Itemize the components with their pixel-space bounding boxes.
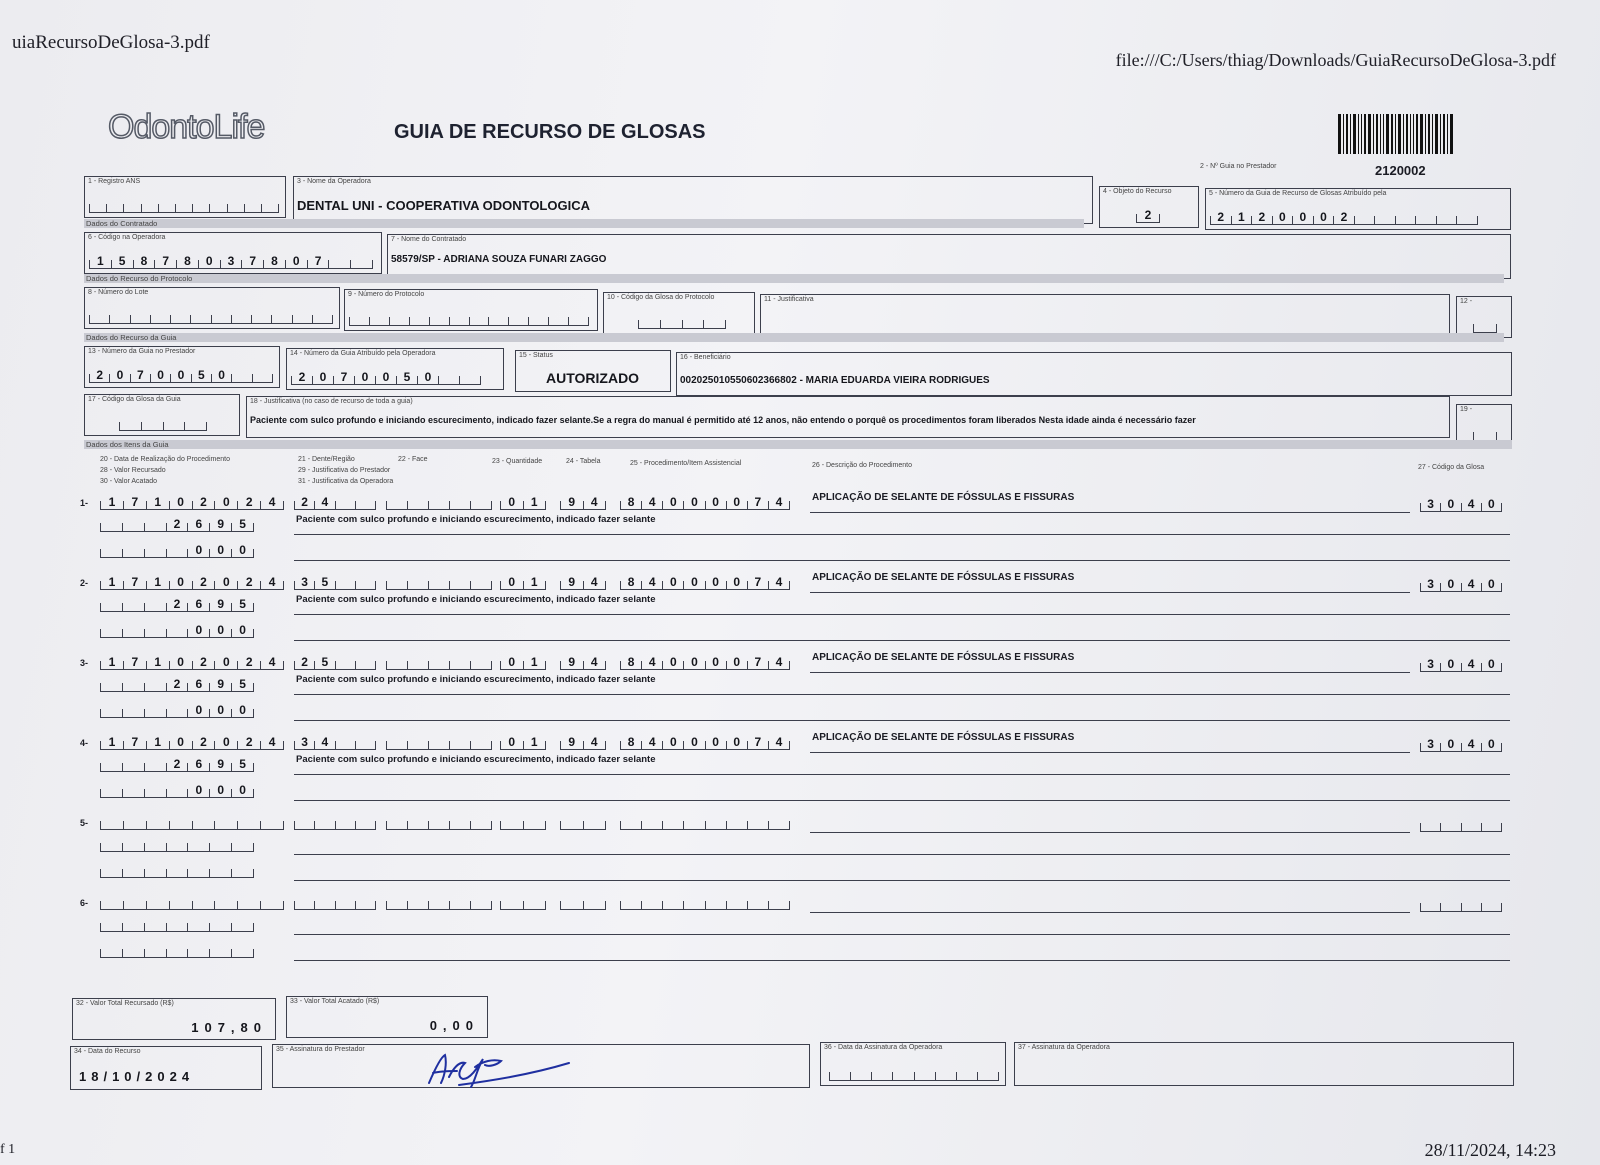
item-number: 2- bbox=[80, 578, 89, 588]
barcode-icon bbox=[1338, 114, 1462, 154]
nome-operadora-box bbox=[293, 176, 1093, 224]
item-procedimento: 8 4 0 0 0 0 7 4 bbox=[620, 572, 790, 590]
item-data-realizacao bbox=[100, 892, 284, 910]
item-descricao-line bbox=[810, 912, 1410, 913]
nome-contratado-value: 58579/SP - ADRIANA SOUZA FUNARI ZAGGO bbox=[391, 254, 607, 265]
item-quantidade bbox=[500, 812, 546, 830]
numero-guia-operadora-cells: 2 0 7 0 0 5 0 bbox=[291, 367, 481, 385]
section-itens-guia: Dados dos Itens da Guia bbox=[84, 440, 1512, 449]
data-assinatura-operadora-cells bbox=[829, 1063, 999, 1081]
data-assinatura-operadora-label: 36 - Data da Assinatura da Operadora bbox=[824, 1044, 943, 1051]
item-data-realizacao bbox=[100, 812, 284, 830]
assinatura-prestador-box bbox=[272, 1044, 810, 1088]
field-12-label: 12 - bbox=[1460, 298, 1473, 305]
item-face bbox=[386, 812, 492, 830]
item-number: 3- bbox=[80, 658, 89, 668]
nome-operadora-label: 3 - Nome da Operadora bbox=[297, 178, 371, 185]
item-descricao-line bbox=[810, 832, 1410, 833]
item-valor-recursado: 2 6 9 5 bbox=[100, 674, 254, 692]
item-face bbox=[386, 492, 492, 510]
item-tabela: 9 4 bbox=[560, 652, 606, 670]
item-dente-regiao: 3 4 bbox=[294, 732, 376, 750]
item-justificativa-operadora-line bbox=[294, 720, 1510, 721]
numero-lote-label: 8 - Número do Lote bbox=[88, 289, 149, 296]
item-number: 1- bbox=[80, 498, 89, 508]
item-justificativa-line bbox=[294, 774, 1510, 775]
valor-total-recursado-label: 32 - Valor Total Recursado (R$) bbox=[76, 1000, 174, 1007]
assinatura-operadora-label: 37 - Assinatura da Operadora bbox=[1018, 1044, 1110, 1051]
col-header-21: 21 - Dente/Região bbox=[298, 456, 355, 463]
item-procedimento: 8 4 0 0 0 0 7 4 bbox=[620, 732, 790, 750]
item-valor-acatado: 0 0 0 bbox=[100, 700, 254, 718]
numero-guia-prestador-box bbox=[84, 346, 280, 388]
codigo-operadora-label: 6 - Código na Operadora bbox=[88, 234, 166, 241]
registro-ans-label: 1 - Registro ANS bbox=[88, 178, 141, 185]
col-header-30: 30 - Valor Acatado bbox=[100, 478, 158, 485]
item-number: 4- bbox=[80, 738, 89, 748]
item-justificativa-line bbox=[294, 934, 1510, 935]
item-valor-acatado bbox=[100, 860, 254, 878]
objeto-recurso-cells: 2 bbox=[1136, 205, 1160, 223]
pdf-file-title: uiaRecursoDeGlosa-3.pdf bbox=[12, 32, 210, 53]
item-justificativa-prestador: Paciente com sulco profundo e iniciando escurecimento, indicado fazer selante bbox=[296, 514, 656, 525]
item-justificativa-prestador: Paciente com sulco profundo e iniciando escurecimento, indicado fazer selante bbox=[296, 594, 656, 605]
item-codigo-glosa: 3 0 4 0 bbox=[1420, 654, 1502, 672]
item-justificativa-operadora-line bbox=[294, 960, 1510, 961]
col-header-23: 23 - Quantidade bbox=[492, 458, 543, 465]
item-data-realizacao: 1 7 1 0 2 0 2 4 bbox=[100, 732, 284, 750]
item-valor-recursado bbox=[100, 914, 254, 932]
item-justificativa-line bbox=[294, 614, 1510, 615]
col-header-29: 29 - Justificativa do Prestador bbox=[298, 467, 391, 474]
item-number: 5- bbox=[80, 818, 89, 828]
item-justificativa-operadora-line bbox=[294, 640, 1510, 641]
item-quantidade: 0 1 bbox=[500, 572, 546, 590]
data-recurso-label: 34 - Data do Recurso bbox=[74, 1048, 141, 1055]
numero-guia-recurso-label: 5 - Número da Guia de Recurso de Glosas Atribuído pela bbox=[1209, 190, 1387, 197]
item-codigo-glosa bbox=[1420, 894, 1502, 912]
objeto-recurso-label: 4 - Objeto do Recurso bbox=[1103, 188, 1172, 195]
col-header-20: 20 - Data de Realização do Procedimento bbox=[100, 456, 230, 463]
item-justificativa-operadora-line bbox=[294, 800, 1510, 801]
page-footer-timestamp: 28/11/2024, 14:23 bbox=[1424, 1140, 1556, 1160]
item-codigo-glosa bbox=[1420, 814, 1502, 832]
item-procedimento bbox=[620, 892, 790, 910]
item-procedimento: 8 4 0 0 0 0 7 4 bbox=[620, 652, 790, 670]
field-12-cells bbox=[1473, 315, 1497, 333]
col-header-31: 31 - Justificativa da Operadora bbox=[298, 478, 394, 485]
valor-total-acatado-box bbox=[286, 996, 488, 1038]
codigo-operadora-box bbox=[84, 232, 382, 274]
beneficiario-label: 16 - Beneficiário bbox=[680, 354, 731, 361]
item-descricao-line bbox=[810, 672, 1410, 673]
numero-protocolo-cells bbox=[349, 308, 589, 326]
assinatura-prestador-label: 35 - Assinatura do Prestador bbox=[276, 1046, 365, 1053]
nome-contratado-label: 7 - Nome do Contratado bbox=[391, 236, 467, 243]
codigo-glosa-protocolo-box bbox=[603, 292, 755, 334]
item-number: 6- bbox=[80, 898, 89, 908]
codigo-operadora-cells: 1 5 8 7 8 0 3 7 8 0 7 bbox=[89, 251, 373, 269]
data-recurso-box bbox=[70, 1046, 262, 1090]
item-dente-regiao bbox=[294, 892, 376, 910]
field-12-box bbox=[1456, 296, 1512, 338]
data-assinatura-operadora-box bbox=[820, 1042, 1006, 1086]
codigo-glosa-guia-box bbox=[84, 394, 240, 436]
item-codigo-glosa: 3 0 4 0 bbox=[1420, 734, 1502, 752]
section-recurso-guia: Dados do Recurso da Guia bbox=[84, 333, 1504, 342]
item-face bbox=[386, 892, 492, 910]
item-justificativa-operadora-line bbox=[294, 880, 1510, 881]
item-descricao: APLICAÇÃO DE SELANTE DE FÓSSULAS E FISSURAS bbox=[812, 732, 1075, 743]
item-codigo-glosa: 3 0 4 0 bbox=[1420, 574, 1502, 592]
item-descricao: APLICAÇÃO DE SELANTE DE FÓSSULAS E FISSURAS bbox=[812, 652, 1075, 663]
nome-contratado-box bbox=[387, 234, 1511, 279]
item-descricao-line bbox=[810, 752, 1410, 753]
registro-ans-cells bbox=[89, 195, 279, 213]
field-19-cells bbox=[1473, 423, 1497, 441]
item-descricao-line bbox=[810, 512, 1410, 513]
item-justificativa-prestador: Paciente com sulco profundo e iniciando escurecimento, indicado fazer selante bbox=[296, 754, 656, 765]
field-19-label: 19 - bbox=[1460, 406, 1473, 413]
item-tabela: 9 4 bbox=[560, 732, 606, 750]
registro-ans-box bbox=[84, 176, 286, 218]
item-valor-acatado: 0 0 0 bbox=[100, 540, 254, 558]
numero-protocolo-box bbox=[344, 289, 598, 331]
item-valor-acatado: 0 0 0 bbox=[100, 620, 254, 638]
justificativa-guia-box bbox=[246, 396, 1450, 438]
numero-protocolo-label: 9 - Número do Protocolo bbox=[348, 291, 425, 298]
item-tabela bbox=[560, 812, 606, 830]
signature-drawing bbox=[419, 1049, 579, 1091]
numero-guia-operadora-label: 14 - Número da Guia Atribuído pela Operadora bbox=[290, 350, 436, 357]
item-descricao: APLICAÇÃO DE SELANTE DE FÓSSULAS E FISSURAS bbox=[812, 492, 1075, 503]
col-header-27: 27 - Código da Glosa bbox=[1418, 464, 1485, 471]
form-title: GUIA DE RECURSO DE GLOSAS bbox=[394, 121, 706, 143]
item-justificativa-operadora-line bbox=[294, 560, 1510, 561]
beneficiario-box bbox=[676, 352, 1512, 396]
objeto-recurso-box bbox=[1099, 186, 1199, 228]
odontolife-logo: OdontoLife bbox=[108, 108, 265, 146]
valor-total-recursado-box bbox=[72, 998, 276, 1040]
beneficiario-value: 00202501055060236680​2 - MARIA EDUARDA VIEIRA RODRIGUES bbox=[680, 375, 990, 386]
section-dados-contratado: Dados do Contratado bbox=[84, 219, 1084, 228]
item-dente-regiao: 3 5 bbox=[294, 572, 376, 590]
item-dente-regiao: 2 4 bbox=[294, 492, 376, 510]
item-valor-acatado bbox=[100, 940, 254, 958]
guia-prestador-label: 2 - Nº Guia no Prestador bbox=[1200, 163, 1277, 170]
item-face bbox=[386, 652, 492, 670]
item-valor-recursado: 2 6 9 5 bbox=[100, 514, 254, 532]
item-descricao-line bbox=[810, 592, 1410, 593]
item-tabela: 9 4 bbox=[560, 492, 606, 510]
valor-total-acatado-value: 0,00 bbox=[429, 1018, 479, 1033]
justificativa-guia-label: 18 - Justificativa (no caso de recurso de toda a guia) bbox=[250, 398, 413, 405]
status-label: 15 - Status bbox=[519, 352, 553, 359]
numero-guia-recurso-box bbox=[1205, 188, 1511, 230]
item-descricao: APLICAÇÃO DE SELANTE DE FÓSSULAS E FISSURAS bbox=[812, 572, 1075, 583]
data-recurso-value: 18/10/2024 bbox=[79, 1069, 195, 1084]
item-face bbox=[386, 732, 492, 750]
item-valor-acatado: 0 0 0 bbox=[100, 780, 254, 798]
status-box bbox=[515, 350, 671, 392]
assinatura-operadora-box bbox=[1014, 1042, 1514, 1086]
status-value: AUTORIZADO bbox=[546, 370, 640, 386]
numero-lote-cells bbox=[89, 306, 333, 324]
page-footer-left: f 1 bbox=[0, 1142, 16, 1157]
item-justificativa-prestador: Paciente com sulco profundo e iniciando escurecimento, indicado fazer selante bbox=[296, 674, 656, 685]
item-quantidade: 0 1 bbox=[500, 652, 546, 670]
numero-guia-prestador-cells: 2 0 7 0 0 5 0 bbox=[89, 365, 273, 383]
col-header-28: 28 - Valor Recursado bbox=[100, 467, 166, 474]
justificativa-guia-value: Paciente com sulco profundo e iniciando escurecimento, indicado fazer selante.Se a regra do manual é permitido até 12 anos, não entendo o porquê os procedimentos foram liberados Nesta idade ainda é necessário fazer bbox=[250, 415, 1196, 425]
item-valor-recursado: 2 6 9 5 bbox=[100, 594, 254, 612]
valor-total-acatado-label: 33 - Valor Total Acatado (R$) bbox=[290, 998, 380, 1005]
codigo-glosa-guia-cells bbox=[119, 413, 207, 431]
codigo-glosa-protocolo-cells bbox=[638, 311, 726, 329]
item-tabela: 9 4 bbox=[560, 572, 606, 590]
numero-guia-operadora-box bbox=[286, 348, 504, 390]
col-header-24: 24 - Tabela bbox=[566, 458, 601, 465]
col-header-26: 26 - Descrição do Procedimento bbox=[812, 462, 912, 469]
item-justificativa-line bbox=[294, 694, 1510, 695]
item-data-realizacao: 1 7 1 0 2 0 2 4 bbox=[100, 572, 284, 590]
item-valor-recursado bbox=[100, 834, 254, 852]
item-dente-regiao: 2 5 bbox=[294, 652, 376, 670]
pdf-file-url: file:///C:/Users/thiag/Downloads/GuiaRecursoDeGlosa-3.pdf bbox=[1115, 50, 1556, 70]
item-procedimento bbox=[620, 812, 790, 830]
item-quantidade: 0 1 bbox=[500, 732, 546, 750]
numero-guia-prestador-label: 13 - Número da Guia no Prestador bbox=[88, 348, 196, 355]
nome-operadora-value: DENTAL UNI - COOPERATIVA ODONTOLOGICA bbox=[297, 198, 590, 213]
item-justificativa-line bbox=[294, 854, 1510, 855]
section-recurso-protocolo: Dados do Recurso do Protocolo bbox=[84, 274, 1504, 283]
col-header-25: 25 - Procedimento/Item Assistencial bbox=[630, 460, 742, 467]
justificativa-protocolo-box bbox=[760, 294, 1450, 336]
item-codigo-glosa: 3 0 4 0 bbox=[1420, 494, 1502, 512]
item-quantidade: 0 1 bbox=[500, 492, 546, 510]
item-face bbox=[386, 572, 492, 590]
guia-prestador-value: 2120002 bbox=[1375, 163, 1426, 178]
item-valor-recursado: 2 6 9 5 bbox=[100, 754, 254, 772]
item-data-realizacao: 1 7 1 0 2 0 2 4 bbox=[100, 492, 284, 510]
justificativa-protocolo-label: 11 - Justificativa bbox=[764, 296, 814, 303]
item-data-realizacao: 1 7 1 0 2 0 2 4 bbox=[100, 652, 284, 670]
codigo-glosa-protocolo-label: 10 - Código da Glosa do Protocolo bbox=[607, 294, 715, 301]
item-dente-regiao bbox=[294, 812, 376, 830]
col-header-22: 22 - Face bbox=[398, 456, 428, 463]
codigo-glosa-guia-label: 17 - Código da Glosa da Guia bbox=[88, 396, 181, 403]
item-justificativa-line bbox=[294, 534, 1510, 535]
item-quantidade bbox=[500, 892, 546, 910]
numero-lote-box bbox=[84, 287, 340, 329]
numero-guia-recurso-cells: 2 1 2 0 0 0 2 bbox=[1210, 207, 1478, 225]
item-procedimento: 8 4 0 0 0 0 7 4 bbox=[620, 492, 790, 510]
valor-total-recursado-value: 107,80 bbox=[191, 1020, 267, 1035]
item-tabela bbox=[560, 892, 606, 910]
